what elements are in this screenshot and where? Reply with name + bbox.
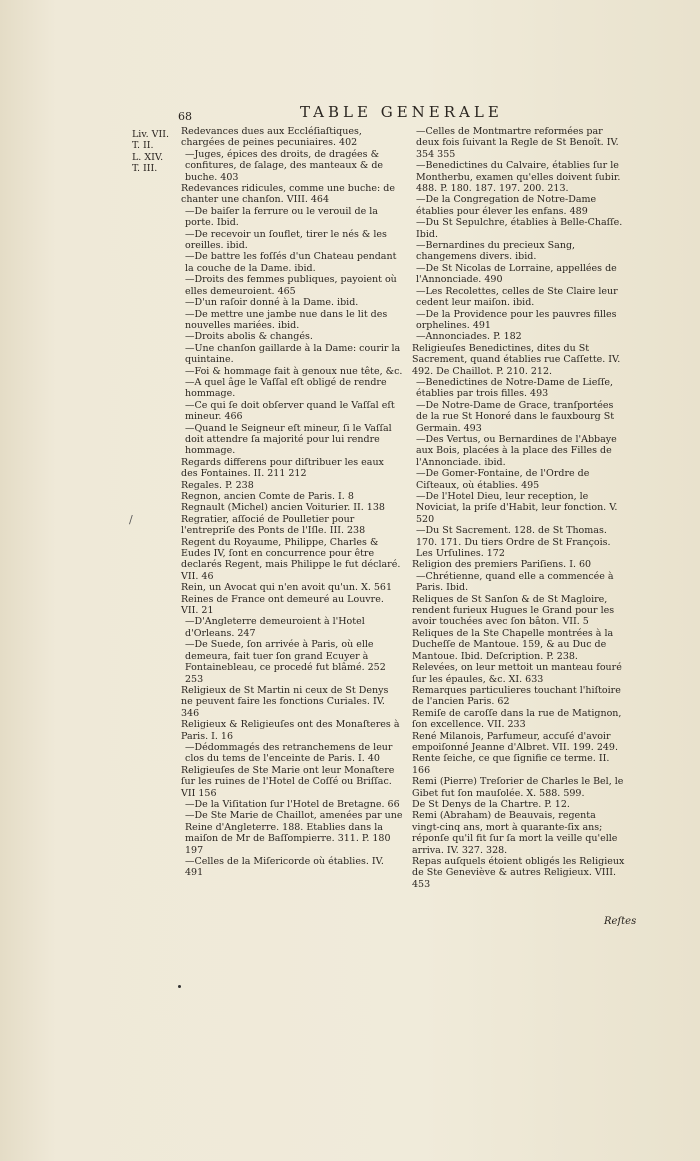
index-entry: —De baiſer la ferrure ou le verouil de la porte. Ibid. [185, 205, 378, 229]
margin-note: Liv. VII. [132, 129, 170, 140]
index-entry: —De Suede, ſon arrivée à Paris, où elle demeura, fait tuer ſon grand Ecuyer à Fontainebleau, ce procedé fut blâmé. 252 253 [185, 639, 386, 685]
page-number: 68 [178, 110, 192, 123]
index-entry: Remi (Abraham) de Beauvais, regenta vingt-cinq ans, mort à quarante-ſix ans; réponſe qu'il fit ſur ſa mort la veille qu'elle arriva. IV. 327. 328. [412, 810, 618, 856]
index-entry: —De mettre une jambe nue dans le lit des nouvelles mariées. ibid. [185, 308, 388, 331]
index-entry: —Du St Sacrement. 128. de St Thomas. 170. 171. Du tiers Ordre de St François. Les Urſulines. 172 [416, 525, 611, 560]
index-entry: Redevances dues aux Eccléſiaſtiques, chargées de peines pecuniaires. 402 [181, 126, 362, 149]
index-entry: —De Notre-Dame de Grace, tranſportées de la rue St Honoré dans le fauxbourg St Germain. 493 [416, 399, 615, 434]
index-entry: —D'Angleterre demeuroient à l'Hotel d'Orleans. 247 [185, 616, 365, 639]
margin-note: T. II. [132, 140, 154, 152]
index-entry: —Droits des femmes publiques, payoient où elles demeuroient. 465 [185, 274, 397, 297]
index-entry: —De Ste Marie de Chaillot, amenées par une Reine d'Angleterre. 188. Etablies dans la maiſon de Mr de Baſſompierre. 311. P. 180 197 [185, 810, 403, 856]
ink-spot [178, 985, 181, 988]
index-entry: —Annonciades. P. 182 [416, 331, 522, 343]
index-entry: Religieuſes Benedictines, dites du St Sacrement, quand établies rue Caſſette. IV. 492. De Chaillot. P. 210. 212. [412, 342, 621, 377]
index-entry: Religieux & Religieuſes ont des Monaſteres à Paris. I. 16 [181, 719, 400, 742]
index-entry: —Benedictines du Calvaire, établies ſur le Montherbu, examen qu'elles doivent ſubir. 488. P. 180. 187. 197. 200. 213. [416, 160, 621, 195]
index-entry: —Ce qui ſe doit obſerver quand le Vaſſal eſt mineur. 466 [185, 399, 395, 423]
index-entry: —Juges, épices des droits, de dragées & confitures, de ſalage, des manteaux & de buche. 403 [185, 148, 384, 183]
margin-note: L. XIV. [132, 151, 164, 163]
index-entry: Religion des premiers Pariſiens. I. 60 [412, 559, 592, 571]
index-entry: Remiſe de caroſſe dans la rue de Matignon, ſon excellence. VII. 233 [412, 707, 622, 731]
index-entry: Remarques particulieres touchant l'hiſtoire de l'ancien Paris. 62 [412, 684, 621, 708]
index-entry: —Du St Sepulchre, établies à Belle-Chaſſe. Ibid. [416, 217, 623, 240]
index-entry: Reliques de St Sanſon & de St Magloire, rendent furieux Hugues le Grand pour les avoir touchées avec ſon bâton. VII. 5 [412, 593, 615, 628]
running-header: TABLE GENERALE [300, 103, 503, 121]
index-entry: Rente ſeiche, ce que ſignifie ce terme. II. 166 [412, 753, 610, 776]
index-entry: —De la Congregation de Notre-Dame établies pour élever les enfans. 489 [416, 194, 597, 217]
index-entry: —De la Providence pour les pauvres filles orphelines. 491 [416, 308, 617, 331]
index-entry: —A quel âge le Vaſſal eſt obligé de rendre hommage. [185, 376, 387, 400]
index-entry: —De la Viſitation ſur l'Hotel de Bretagne. 66 [185, 798, 400, 810]
index-entry: Reines de France ont demeuré au Louvre. VII. 21 [181, 593, 384, 617]
index-entry: Relevées, on leur mettoit un manteau fouré ſur les épaules, &c. XI. 633 [412, 662, 622, 685]
catchword: Reſtes [604, 916, 637, 927]
index-entry: Religieuſes de Ste Marie ont leur Monaſtere ſur les ruines de l'Hotel de Coſſé ou Briſſac. VII 156 [181, 764, 395, 799]
index-entry: —Celles de la Miſericorde où établies. IV. 491 [185, 856, 384, 879]
index-entry: —Des Vertus, ou Bernardines de l'Abbaye aux Bois, placées à la place des Filles de l'Annonciade. ibid. [416, 433, 617, 468]
index-entry: —Bernardines du precieux Sang, changemens divers. ibid. [416, 240, 576, 263]
index-entry: Religieux de St Martin ni ceux de St Denys ne peuvent faire les fonctions Curiales. IV. 346 [181, 684, 389, 719]
index-entry: Regnault (Michel) ancien Voiturier. II. 138 [181, 502, 385, 514]
margin-note: T. III. [132, 163, 158, 175]
index-entry: —Les Recolettes, celles de Ste Claire leur cedent leur maiſon. ibid. [416, 285, 618, 309]
index-entry: —De Gomer-Fontaine, de l'Ordre de Ciſteaux, où établies. 495 [416, 468, 590, 491]
index-entry: —Chrétienne, quand elle a commencée à Paris. Ibid. [416, 570, 614, 594]
index-entry: Regratier, aſſocié de Poulletier pour l'entrepriſe des Ponts de l'Iſle. III. 238 [181, 513, 366, 537]
index-entry: Regards differens pour diſtribuer les eaux des Fontaines. II. 211 212 [181, 456, 384, 480]
index-entry: —Benedictines de Notre-Dame de Lieſſe, établies par trois filles. 493 [416, 376, 614, 400]
right-column [412, 126, 626, 890]
index-entry: De St Denys de la Chartre. P. 12. [412, 798, 570, 810]
index-entry: —Foi & hommage fait à genoux nue tête, &c. [185, 365, 403, 377]
index-entry: René Milanois, Parfumeur, accuſé d'avoir empoiſonné Jeanne d'Albret. VII. 199. 249. [412, 730, 618, 753]
index-entry: —De battre les foſſés d'un Chateau pendant la couche de la Dame. ibid. [185, 251, 397, 274]
index-entry: —Droits abolis & changés. [185, 331, 313, 343]
margin-notes [132, 129, 169, 175]
index-entry: —De St Nicolas de Lorraine, appellées de l'Annonciade. 490 [416, 262, 617, 286]
index-entry: —De recevoir un ſouflet, tirer le nés & les oreilles. ibid. [185, 228, 387, 252]
index-entry: Rein, un Avocat qui n'en avoit qu'un. X. 561 [181, 582, 393, 594]
index-entry: Regent du Royaume, Philippe, Charles & Eudes IV, ſont en concurrence pour être declarés Regent, mais Philippe le fut déclaré. VII. 46 [181, 536, 401, 582]
index-entry: Redevances ridicules, comme une buche: de chanter une chanſon. VIII. 464 [181, 183, 395, 206]
index-entry: —Dédommagés des retranchemens de leur clos du tems de l'enceinte de Paris. I. 40 [185, 741, 393, 765]
index-entry: Regales. P. 238 [181, 479, 254, 491]
index-entry: —Une chanſon gaillarde à la Dame: courir la quintaine. [185, 342, 401, 366]
index-entry: —Quand le Seigneur eſt mineur, ſi le Vaſſal doit attendre ſa majorité pour lui rendre hommage. [185, 422, 392, 457]
left-column [181, 126, 403, 879]
index-entry: —D'un raſoir donné à la Dame. ibid. [185, 297, 359, 309]
index-entry: Repas auſquels étoient obligés les Religieux de Ste Geneviève & autres Religieux. VIII. 453 [412, 856, 625, 890]
margin-mark: / [129, 513, 133, 526]
index-entry: Reliques de la Ste Chapelle montrées à la Ducheſſe de Mantoue. 159, & au Duc de Mantoue. Ibid. Deſcription. P. 238. [412, 627, 614, 662]
index-entry: —De l'Hotel Dieu, leur reception, le Noviciat, la priſe d'Habit, leur fonction. V. 520 [416, 491, 618, 525]
index-entry: Regnon, ancien Comte de Paris. I. 8 [181, 491, 354, 502]
index-entry: Remi (Pierre) Treſorier de Charles le Bel, le Gibet fut ſon mauſolée. X. 588. 599. [412, 776, 624, 799]
index-entry: —Celles de Montmartre reformées par deux fois ſuivant la Regle de St Benoît. IV. 354 355 [416, 126, 619, 160]
